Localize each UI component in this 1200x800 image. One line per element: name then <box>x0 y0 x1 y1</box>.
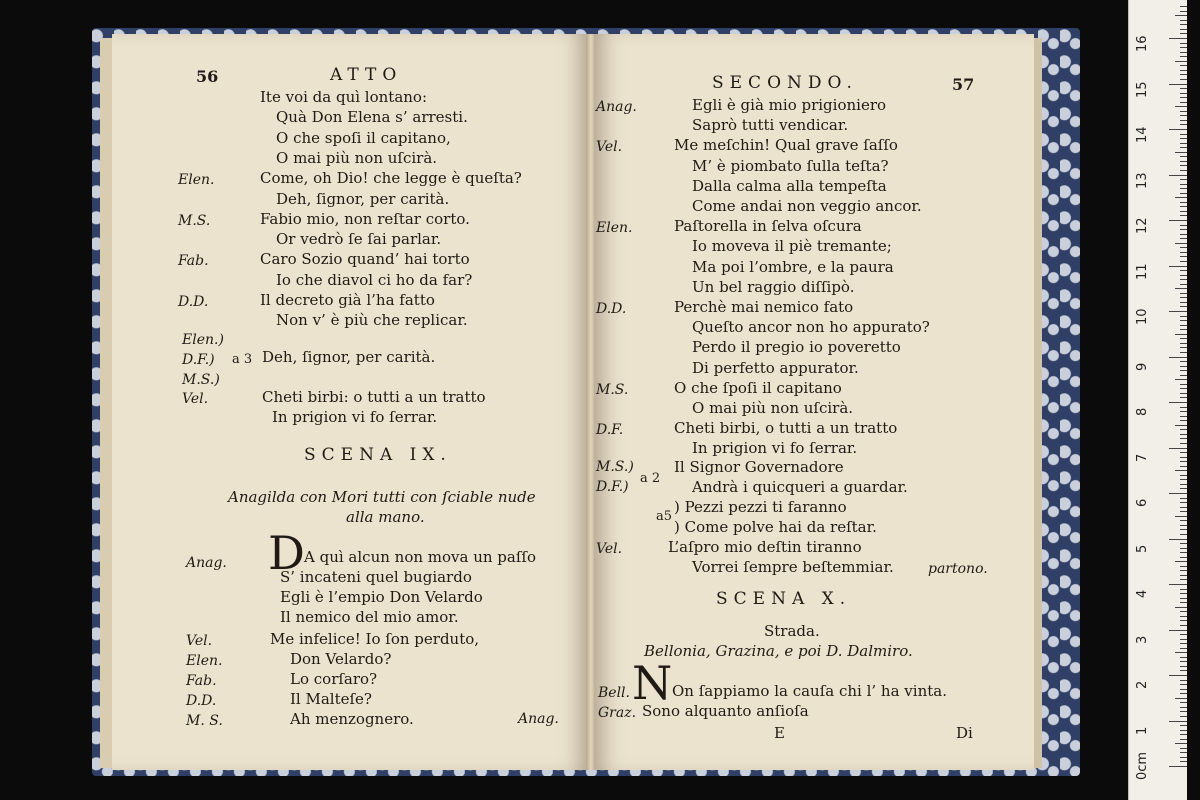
ruler-tick <box>1175 334 1187 335</box>
ruler-tick <box>1180 438 1187 439</box>
scene-location: Strada. <box>764 622 820 640</box>
ruler-tick <box>1180 693 1187 694</box>
verse-line: Lo corſaro? <box>290 670 378 688</box>
verse-line: Dalla calma alla tempeſta <box>692 176 887 195</box>
ruler-tick <box>1180 261 1187 262</box>
ruler-tick <box>1180 256 1187 257</box>
ruler-tick <box>1169 38 1187 39</box>
ruler-tick <box>1175 698 1187 699</box>
ruler-tick <box>1180 725 1187 726</box>
ruler-tick <box>1169 220 1187 221</box>
ruler-tick <box>1180 225 1187 226</box>
ruler-tick <box>1180 366 1187 367</box>
ruler-tick <box>1175 470 1187 471</box>
ruler-tick <box>1180 211 1187 212</box>
verse-line: Egli è già mio prigioniero <box>692 96 887 114</box>
ruler-tick <box>1180 384 1187 385</box>
catchword: Di <box>956 724 973 742</box>
ruler-tick <box>1180 361 1187 362</box>
ruler-tick <box>1180 611 1187 612</box>
speaker-label: Fab. <box>186 673 217 689</box>
ruler-tick <box>1180 343 1187 344</box>
verse-line: ) Come polve hai da reſtar. <box>674 518 877 536</box>
ruler-tick <box>1180 502 1187 503</box>
signature-mark: E <box>774 724 785 742</box>
ensemble-marker: a5 <box>656 509 673 524</box>
verse-line: Come, oh Dio! che legge è queſta? <box>260 169 522 188</box>
speaker-label: D.D. <box>178 294 209 310</box>
ruler-tick <box>1180 443 1187 444</box>
speaker-label: M.S. <box>178 212 211 229</box>
ruler-tick <box>1169 721 1187 722</box>
ruler-tick <box>1180 602 1187 603</box>
ruler-tick <box>1180 666 1187 667</box>
ruler-tick <box>1180 761 1187 762</box>
ruler-tick <box>1180 484 1187 485</box>
ruler-number: 2 <box>1135 680 1150 689</box>
speaker-label: M.S. <box>596 381 629 398</box>
verse-line: Un bel raggio diſſipò. <box>692 277 855 296</box>
ruler-tick <box>1175 152 1187 153</box>
ruler-tick <box>1180 229 1187 230</box>
scene-heading: SCENA X. <box>716 589 852 609</box>
ruler-tick <box>1180 393 1187 394</box>
ruler-tick <box>1180 284 1187 285</box>
speaker-label: Bell. <box>598 685 630 701</box>
ruler-tick <box>1180 680 1187 681</box>
ruler-tick <box>1180 29 1187 30</box>
ruler-tick <box>1180 79 1187 80</box>
ruler-tick <box>1180 634 1187 635</box>
ruler-tick <box>1180 170 1187 171</box>
ruler-tick <box>1180 33 1187 34</box>
drop-cap: D <box>268 526 305 580</box>
ruler-tick <box>1180 47 1187 48</box>
ruler-tick <box>1180 716 1187 717</box>
ruler-tick <box>1180 329 1187 330</box>
ruler-tick <box>1180 270 1187 271</box>
ruler-tick <box>1180 147 1187 148</box>
ensemble-marker: a 3 <box>232 352 253 367</box>
ruler-tick <box>1180 643 1187 644</box>
ruler-number: 1 <box>1135 726 1150 735</box>
ruler-tick <box>1180 457 1187 458</box>
speaker-label: D.D. <box>596 301 627 317</box>
speaker-label: D.F.) <box>596 479 629 495</box>
ruler-tick <box>1180 689 1187 690</box>
ruler-tick <box>1175 607 1187 608</box>
ruler-tick <box>1175 288 1187 289</box>
ruler-number: 3 <box>1135 635 1150 644</box>
ruler-tick <box>1180 352 1187 353</box>
ruler-tick <box>1180 620 1187 621</box>
ruler-tick <box>1180 56 1187 57</box>
speaker-label: Fab. <box>178 253 209 270</box>
verse-line: Ite voi da quì lontano: <box>260 88 428 106</box>
ruler-tick <box>1180 429 1187 430</box>
speaker-label: Elen. <box>186 653 223 669</box>
verse-line: O mai più non uſcirà. <box>692 399 854 417</box>
verse-line: A quì alcun non mova un paſſo <box>304 548 536 566</box>
verse-line: Il nemico del mio amor. <box>280 608 459 626</box>
ruler-number: 0cm <box>1135 751 1150 780</box>
ruler-tick <box>1180 452 1187 453</box>
ruler-tick <box>1180 43 1187 44</box>
running-head: SECONDO. <box>712 73 858 93</box>
verse-line: Il Malteſe? <box>290 690 372 708</box>
ruler-tick <box>1180 325 1187 326</box>
verse-line: Perchè mai nemico fato <box>674 298 854 316</box>
ruler-tick <box>1169 357 1187 358</box>
verse-line: In prigion vi fo ſerrar. <box>692 439 858 458</box>
speaker-label: Vel. <box>596 139 623 156</box>
ruler-tick <box>1180 124 1187 125</box>
speaker-label: Vel. <box>596 541 623 557</box>
ruler-tick <box>1180 670 1187 671</box>
ruler-tick <box>1180 20 1187 21</box>
ruler-tick <box>1180 6 1187 7</box>
ruler-tick <box>1180 711 1187 712</box>
ruler-tick <box>1180 347 1187 348</box>
ruler-tick <box>1180 684 1187 685</box>
ruler-tick <box>1180 616 1187 617</box>
verse-line: Don Velardo? <box>290 650 392 668</box>
ruler-tick <box>1175 652 1187 653</box>
ruler-tick <box>1180 370 1187 371</box>
ruler-tick <box>1180 11 1187 12</box>
ruler-number: 11 <box>1135 262 1150 280</box>
speaker-label: Anag. <box>596 99 637 115</box>
ruler-tick <box>1180 407 1187 408</box>
ruler-tick <box>1180 279 1187 280</box>
verse-line: Fabio mio, non reſtar corto. <box>260 209 470 228</box>
ruler-tick <box>1180 434 1187 435</box>
ruler-tick <box>1180 739 1187 740</box>
speaker-label: Elen. <box>178 172 215 189</box>
ruler-tick <box>1180 24 1187 25</box>
ruler-tick <box>1180 102 1187 103</box>
ruler-tick <box>1180 420 1187 421</box>
ruler-tick <box>1180 557 1187 558</box>
ruler-tick <box>1180 397 1187 398</box>
verse-line: Cheti birbi: o tutti a un tratto <box>262 388 486 406</box>
verse-line: Non v’ è più che replicar. <box>276 311 468 330</box>
ruler-tick <box>1180 293 1187 294</box>
ruler-tick <box>1180 120 1187 121</box>
ruler-tick <box>1175 561 1187 562</box>
ruler-tick <box>1180 702 1187 703</box>
ruler-tick <box>1169 402 1187 403</box>
ruler-tick <box>1169 311 1187 312</box>
ruler-tick <box>1180 507 1187 508</box>
verse-line: Io moveva il piè tremante; <box>692 237 892 256</box>
ruler-number: 8 <box>1135 407 1150 416</box>
verse-line: Perdo il pregio io poveretto <box>692 338 901 357</box>
ruler-tick <box>1180 625 1187 626</box>
speaker-label: Elen.) <box>182 332 224 348</box>
speaker-label: D.F. <box>596 422 624 439</box>
ruler-tick <box>1175 379 1187 380</box>
verse-line: O che ſpoſi il capitano <box>674 378 842 397</box>
verse-line: M’ è piombato ſulla teſta? <box>692 156 889 175</box>
speaker-label: Vel. <box>186 633 213 649</box>
ruler-tick <box>1180 138 1187 139</box>
left-page <box>112 34 588 770</box>
ruler-tick <box>1180 238 1187 239</box>
ruler-tick <box>1180 570 1187 571</box>
verse-line: Quà Don Elena s’ arresti. <box>276 108 468 127</box>
ruler-number: 12 <box>1135 217 1150 234</box>
ruler-tick <box>1175 243 1187 244</box>
verse-line: Me infelice! Io ſon perduto, <box>270 630 480 648</box>
ruler-tick <box>1180 593 1187 594</box>
ruler-tick <box>1180 752 1187 753</box>
verse-line: Caro Sozio quand’ hai torto <box>260 250 470 269</box>
verse-line: Sono alquanto anſioſa <box>642 702 809 720</box>
stage-direction: Anagilda con Mori tutti con ſciable nude <box>228 488 536 506</box>
verse-line: O mai più non uſcirà. <box>276 148 438 167</box>
character-list: Bellonia, Grazina, e poi D. Dalmiro. <box>644 642 913 660</box>
verse-line: Queſto ancor non ho appurato? <box>692 318 930 337</box>
stage-direction: alla mano. <box>346 508 425 526</box>
ruler-tick <box>1175 106 1187 107</box>
verse-line: Il decreto già l’ha fatto <box>260 291 435 309</box>
speaker-label: D.F.) <box>182 352 215 368</box>
ruler-tick <box>1180 188 1187 189</box>
ruler-tick <box>1180 111 1187 112</box>
speaker-label: Anag. <box>186 555 227 571</box>
ruler-tick <box>1180 97 1187 98</box>
ruler-tick <box>1180 461 1187 462</box>
ruler-tick <box>1169 84 1187 85</box>
speaker-label: M. S. <box>186 713 223 729</box>
verse-line: Egli è l’empio Don Velardo <box>280 588 483 606</box>
speaker-label: M.S.) <box>596 459 634 475</box>
verse-line: Cheti birbi, o tutti a un tratto <box>674 419 898 438</box>
ruler-tick <box>1180 193 1187 194</box>
ruler-tick <box>1180 65 1187 66</box>
ruler-number: 6 <box>1135 498 1150 507</box>
ruler-tick <box>1180 639 1187 640</box>
right-page <box>594 34 1034 770</box>
ruler-tick <box>1180 498 1187 499</box>
ruler-tick <box>1180 74 1187 75</box>
ruler-tick <box>1169 266 1187 267</box>
ruler-tick <box>1180 202 1187 203</box>
ruler-number: 10 <box>1135 308 1150 325</box>
ruler-tick <box>1169 493 1187 494</box>
ruler-tick <box>1180 388 1187 389</box>
ruler-number: 14 <box>1135 126 1150 143</box>
ruler-tick <box>1180 466 1187 467</box>
ruler-tick <box>1180 416 1187 417</box>
ruler-tick <box>1180 411 1187 412</box>
speaker-label: Graz. <box>598 705 637 721</box>
drop-cap: N <box>632 656 673 710</box>
verse-line: On ſappiamo la cauſa chi l’ ha vinta. <box>672 682 947 700</box>
stage-direction: partono. <box>928 561 988 577</box>
ruler-tick <box>1180 206 1187 207</box>
speaker-label: Elen. <box>596 220 633 237</box>
ruler-tick <box>1180 252 1187 253</box>
ruler-tick <box>1180 179 1187 180</box>
ruler-tick <box>1180 657 1187 658</box>
ruler-tick <box>1180 589 1187 590</box>
ruler-tick <box>1180 275 1187 276</box>
ruler-tick <box>1180 320 1187 321</box>
ruler-tick <box>1175 15 1187 16</box>
running-head: ATTO <box>330 65 403 85</box>
ruler-tick <box>1180 297 1187 298</box>
ruler-tick <box>1175 61 1187 62</box>
ruler-tick <box>1180 598 1187 599</box>
ruler-tick <box>1180 548 1187 549</box>
ruler-tick <box>1180 165 1187 166</box>
ruler-tick <box>1180 134 1187 135</box>
verse-line: ) Pezzi pezzi ti faranno <box>674 498 847 516</box>
ruler-tick <box>1180 52 1187 53</box>
ruler-tick <box>1180 156 1187 157</box>
verse-line: Come andai non veggio ancor. <box>692 197 922 215</box>
ensemble-marker: a 2 <box>640 471 661 486</box>
ruler-tick <box>1180 338 1187 339</box>
ruler-tick <box>1180 661 1187 662</box>
ruler-tick <box>1180 579 1187 580</box>
measurement-ruler <box>1128 0 1187 800</box>
verse-line: In prigion vi fo ſerrar. <box>272 408 438 426</box>
ruler-tick <box>1180 566 1187 567</box>
ruler-tick <box>1180 316 1187 317</box>
ruler-tick <box>1180 247 1187 248</box>
verse-line: Or vedrò ſe ſai parlar. <box>276 230 442 249</box>
ruler-tick <box>1180 475 1187 476</box>
ruler-number: 13 <box>1135 171 1150 189</box>
verse-line: Paſtorella in ſelva oſcura <box>674 217 862 236</box>
ruler-number: 15 <box>1135 80 1150 98</box>
verse-line: Deh, ſignor, per carità. <box>276 189 450 208</box>
ruler-tick <box>1180 234 1187 235</box>
ruler-tick <box>1169 630 1187 631</box>
ruler-tick <box>1180 375 1187 376</box>
ruler-tick <box>1180 520 1187 521</box>
verse-line: Saprò tutti vendicar. <box>692 116 849 135</box>
ruler-tick <box>1180 730 1187 731</box>
verse-line: S’ incateni quel bugiardo <box>280 568 472 586</box>
verse-line: Ma poi l’ombre, e la paura <box>692 257 894 276</box>
verse-line: Vorrei ſempre beſtemmiar. <box>692 558 894 576</box>
verse-line: Andrà i quicqueri a guardar. <box>692 478 908 496</box>
scene-heading: SCENA IX. <box>304 445 452 465</box>
ruler-tick <box>1180 748 1187 749</box>
ruler-tick <box>1180 543 1187 544</box>
ruler-tick <box>1180 525 1187 526</box>
ruler-number: 16 <box>1135 35 1150 52</box>
ruler-tick <box>1169 766 1187 767</box>
verse-line: Di perfetto appurator. <box>692 358 859 377</box>
ruler-tick <box>1169 539 1187 540</box>
ruler-tick <box>1180 70 1187 71</box>
ruler-tick <box>1180 479 1187 480</box>
ruler-tick <box>1180 534 1187 535</box>
ruler-tick <box>1180 488 1187 489</box>
page-number: 56 <box>196 67 219 86</box>
verse-line: Deh, ſignor, per carità. <box>262 348 436 366</box>
ruler-tick <box>1180 707 1187 708</box>
ruler-tick <box>1169 675 1187 676</box>
ruler-tick <box>1180 511 1187 512</box>
ruler-tick <box>1175 743 1187 744</box>
ruler-tick <box>1169 175 1187 176</box>
catchword: Anag. <box>518 711 559 727</box>
verse-line: Me meſchin! Qual grave ſaſſo <box>674 136 898 155</box>
verse-line: Il Signor Governadore <box>674 458 844 476</box>
ruler-number: 5 <box>1135 544 1150 553</box>
verse-line: Ah menzognero. <box>290 710 414 728</box>
ruler-tick <box>1175 197 1187 198</box>
ruler-tick <box>1175 425 1187 426</box>
page-number: 57 <box>952 75 975 94</box>
ruler-number: 7 <box>1135 453 1150 462</box>
ruler-tick <box>1169 584 1187 585</box>
ruler-tick <box>1180 93 1187 94</box>
speaker-label: Vel. <box>182 391 209 407</box>
speaker-label: M.S.) <box>182 372 220 388</box>
ruler-tick <box>1180 302 1187 303</box>
ruler-tick <box>1180 757 1187 758</box>
ruler-tick <box>1180 552 1187 553</box>
ruler-tick <box>1175 516 1187 517</box>
ruler-number: 9 <box>1135 362 1150 371</box>
verse-line: Io che diavol ci ho da far? <box>276 270 473 289</box>
ruler-tick <box>1180 88 1187 89</box>
ruler-tick <box>1180 115 1187 116</box>
ruler-tick <box>1180 161 1187 162</box>
ruler-tick <box>1180 184 1187 185</box>
verse-line: O che spoſi il capitano, <box>276 128 451 147</box>
ruler-tick <box>1180 575 1187 576</box>
ruler-number: 4 <box>1135 589 1150 598</box>
ruler-tick <box>1180 215 1187 216</box>
speaker-label: D.D. <box>186 693 217 709</box>
ruler-tick <box>1180 734 1187 735</box>
ruler-tick <box>1180 648 1187 649</box>
ruler-tick <box>1180 306 1187 307</box>
ruler-tick <box>1180 529 1187 530</box>
ruler-tick <box>1180 143 1187 144</box>
ruler-tick <box>1169 448 1187 449</box>
ruler-tick <box>1169 129 1187 130</box>
verse-line: L’aſpro mio deſtin tiranno <box>668 538 862 556</box>
